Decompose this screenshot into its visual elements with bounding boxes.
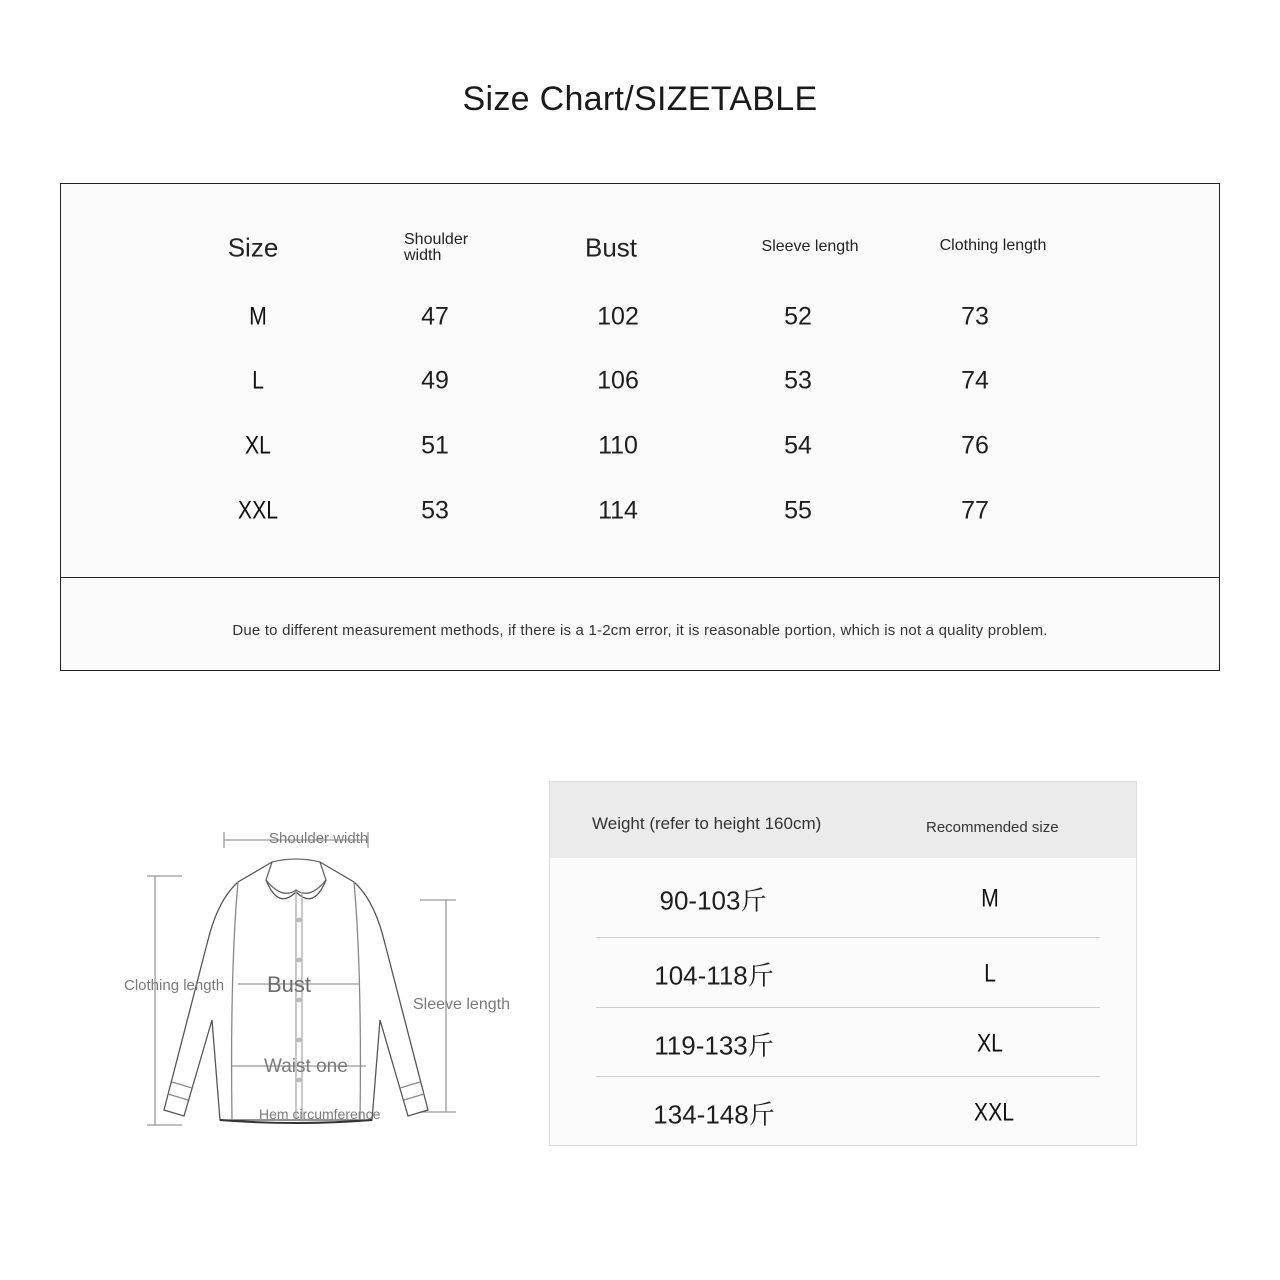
rec-row-size: XL bbox=[976, 1029, 1004, 1058]
row-shoulder: 49 bbox=[421, 366, 449, 395]
weight-recommendation-table bbox=[549, 781, 1137, 1146]
row-size: M bbox=[249, 302, 267, 331]
rec-header-size: Recommended size bbox=[926, 819, 1059, 836]
shirt-measurement-diagram bbox=[120, 820, 530, 1140]
header-bust: Bust bbox=[584, 232, 638, 263]
row-bust: 102 bbox=[597, 302, 639, 331]
row-size: L bbox=[252, 366, 264, 395]
diagram-label-shoulder: Shoulder width bbox=[269, 830, 369, 847]
rec-table-header bbox=[550, 782, 1136, 858]
diagram-label-waist: Waist one bbox=[264, 1056, 348, 1077]
rec-row-divider bbox=[596, 1076, 1100, 1077]
header-sleeve-length: Sleeve length bbox=[761, 238, 859, 255]
row-bust: 114 bbox=[598, 496, 638, 525]
table-divider bbox=[61, 577, 1219, 578]
diagram-label-bust: Bust bbox=[267, 972, 312, 997]
row-sleeve: 52 bbox=[784, 302, 812, 331]
page-title: Size Chart/SIZETABLE bbox=[462, 80, 818, 118]
rec-header-weight: Weight (refer to height 160cm) bbox=[592, 814, 822, 833]
row-sleeve: 53 bbox=[784, 366, 812, 395]
header-shoulder-line1: Shoulder bbox=[404, 231, 469, 248]
row-shoulder: 47 bbox=[421, 302, 449, 331]
diagram-label-sleeve-length: Sleeve length bbox=[413, 996, 510, 1013]
row-sleeve: 54 bbox=[784, 431, 812, 460]
size-table bbox=[60, 183, 1220, 671]
row-bust: 110 bbox=[598, 431, 638, 460]
row-clothing: 74 bbox=[961, 366, 989, 395]
rec-row-weight: 104-118斤 bbox=[654, 960, 774, 991]
rec-row-weight: 90-103斤 bbox=[659, 885, 767, 916]
row-shoulder: 51 bbox=[421, 431, 449, 460]
header-clothing-length: Clothing length bbox=[939, 237, 1047, 254]
row-clothing: 77 bbox=[961, 496, 989, 525]
diagram-label-clothing-length: Clothing length bbox=[124, 977, 225, 994]
diagram-label-hem: Hem circumference bbox=[259, 1106, 381, 1122]
measurement-note: Due to different measurement methods, if there is a 1-2cm error, it is reasonable portion, which is not a quality problem. bbox=[232, 622, 1048, 639]
rec-row-divider bbox=[596, 1007, 1100, 1008]
row-clothing: 76 bbox=[961, 431, 989, 460]
row-shoulder: 53 bbox=[421, 496, 449, 525]
rec-row-divider bbox=[596, 937, 1100, 938]
row-size: XL bbox=[244, 431, 272, 460]
row-size: XXL bbox=[237, 496, 279, 525]
rec-row-size: L bbox=[984, 959, 996, 988]
row-bust: 106 bbox=[597, 366, 639, 395]
header-shoulder-width bbox=[404, 232, 468, 264]
header-shoulder-line2: width bbox=[404, 247, 442, 264]
rec-row-size: XXL bbox=[973, 1098, 1015, 1127]
header-size: Size bbox=[227, 232, 279, 263]
rec-row-weight: 134-148斤 bbox=[653, 1099, 775, 1130]
rec-row-weight: 119-133斤 bbox=[654, 1030, 774, 1061]
row-sleeve: 55 bbox=[784, 496, 812, 525]
row-clothing: 73 bbox=[961, 302, 989, 331]
rec-row-size: M bbox=[981, 884, 999, 913]
